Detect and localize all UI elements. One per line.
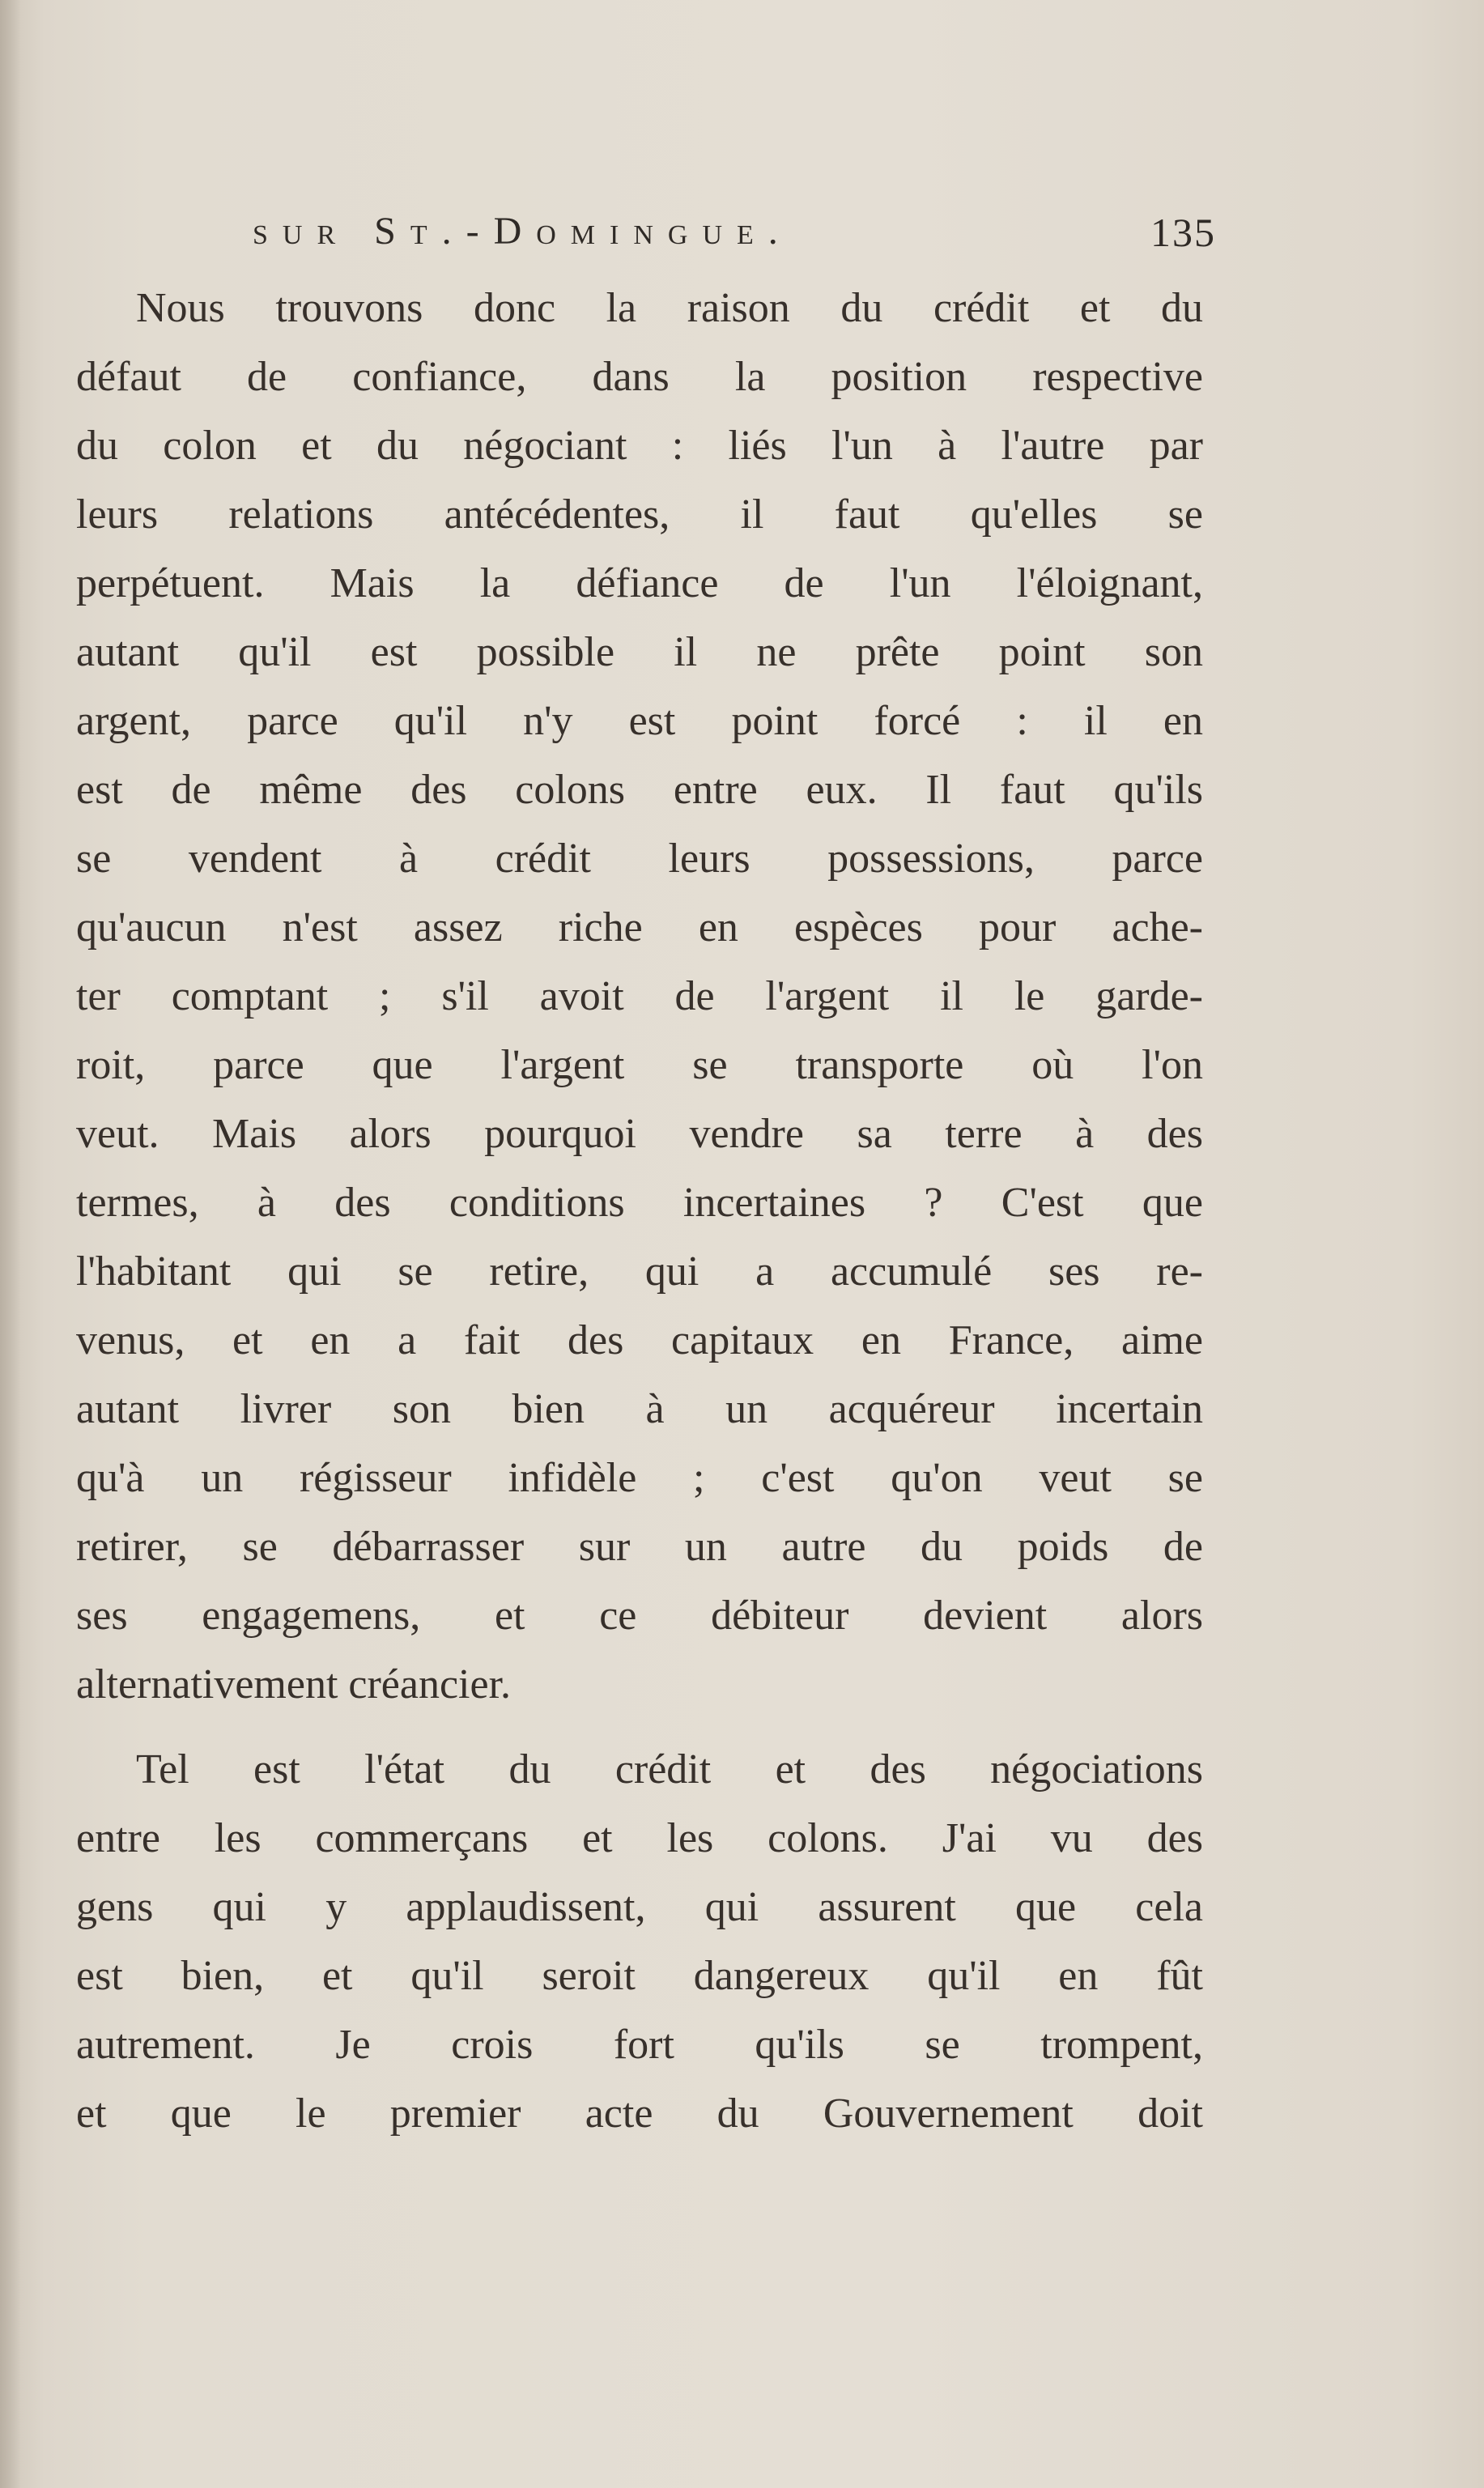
text-line: est bien, et qu'il seroit dangereux qu'il en fût — [76, 1953, 1203, 1999]
text-line: veut. Mais alors pourquoi vendre sa terre à des — [76, 1111, 1203, 1157]
text-line: défaut de confiance, dans la position respective — [76, 354, 1203, 400]
text-line: Tel est l'état du crédit et des négociations — [136, 1746, 1203, 1793]
text-line: leurs relations antécédentes, il faut qu'elles se — [76, 491, 1203, 538]
text-line: est de même des colons entre eux. Il faut qu'ils — [76, 767, 1203, 813]
text-line: roit, parce que l'argent se transporte où l'on — [76, 1042, 1203, 1088]
text-line: se vendent à crédit leurs possessions, parce — [76, 836, 1203, 882]
text-line: retirer, se débarrasser sur un autre du poids de — [76, 1524, 1203, 1570]
running-head — [253, 209, 1216, 266]
paragraph-2 — [76, 1735, 1203, 2148]
text-line: du colon et du négociant : liés l'un à l'autre par — [76, 423, 1203, 469]
text-line: venus, et en a fait des capitaux en France, aime — [76, 1317, 1203, 1363]
text-line: qu'à un régisseur infidèle ; c'est qu'on veut se — [76, 1455, 1203, 1501]
text-line: perpétuent. Mais la défiance de l'un l'éloignant, — [76, 560, 1203, 606]
gutter-shadow — [0, 0, 21, 2488]
text-line: ses engagemens, et ce débiteur devient alors — [76, 1593, 1203, 1639]
text-line: alternativement créancier. — [76, 1661, 512, 1708]
text-line: autrement. Je crois fort qu'ils se trompent, — [76, 2022, 1203, 2068]
running-title: sur St.-Domingue. — [253, 210, 793, 253]
text-line: Nous trouvons donc la raison du crédit et du — [136, 285, 1203, 331]
text-line: gens qui y applaudissent, qui assurent que cela — [76, 1884, 1203, 1930]
text-line: entre les commerçans et les colons. J'ai vu des — [76, 1815, 1203, 1861]
text-line: autant qu'il est possible il ne prête point son — [76, 629, 1203, 675]
page-number: 135 — [1150, 210, 1216, 255]
text-line: et que le premier acte du Gouvernement doit — [76, 2090, 1203, 2137]
paragraph-1 — [76, 274, 1203, 1719]
body-text — [76, 274, 1203, 2148]
text-line: termes, à des conditions incertaines ? C'est que — [76, 1180, 1203, 1226]
text-line: argent, parce qu'il n'y est point forcé : il en — [76, 698, 1203, 744]
text-line: autant livrer son bien à un acquéreur incertain — [76, 1386, 1203, 1432]
paragraph-spacer — [76, 1719, 1203, 1735]
text-line: ter comptant ; s'il avoit de l'argent il le garde- — [76, 973, 1203, 1019]
text-line: qu'aucun n'est assez riche en espèces pour ache- — [76, 904, 1203, 951]
text-line: l'habitant qui se retire, qui a accumulé ses re- — [76, 1248, 1203, 1295]
